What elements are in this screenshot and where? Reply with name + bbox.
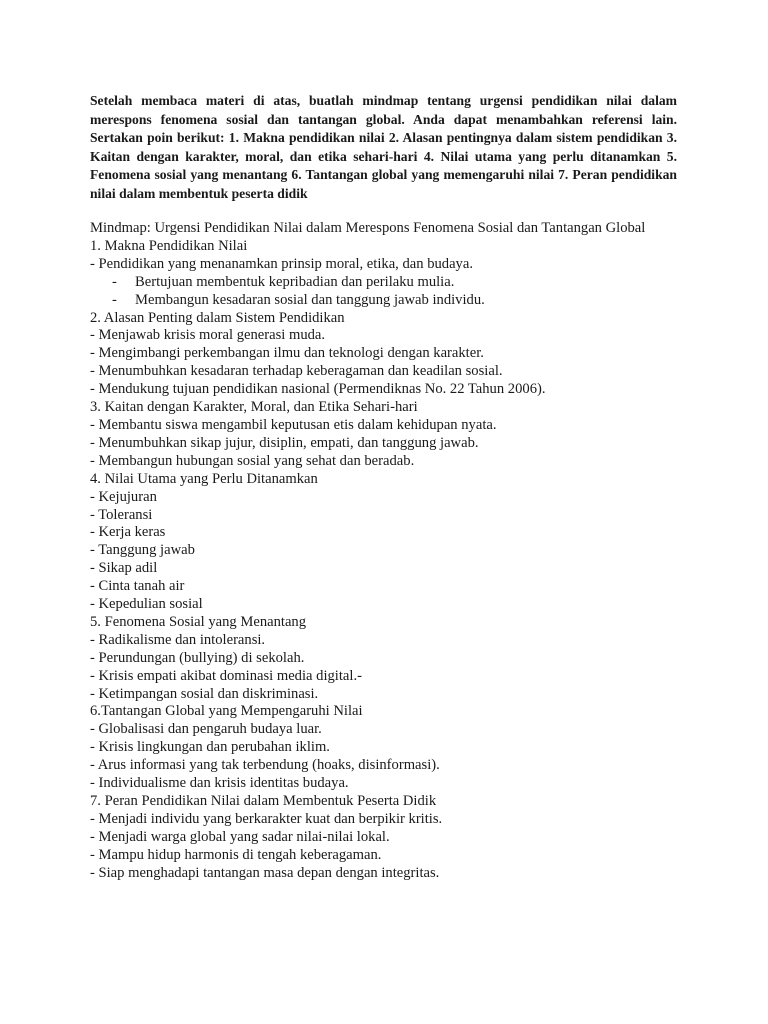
sub-list-item [90, 292, 677, 310]
list-item: - Pendidikan yang menanamkan prinsip moral, etika, dan budaya. [90, 255, 473, 272]
mindmap-answer [90, 220, 677, 883]
list-item: - Toleransi [90, 506, 153, 523]
list-item: - Membangun hubungan sosial yang sehat dan beradab. [90, 452, 415, 469]
list-item: - Globalisasi dan pengaruh budaya luar. [90, 721, 322, 738]
list-item: - Menumbuhkan sikap jujur, disiplin, empati, dan tanggung jawab. [90, 434, 479, 451]
section-heading: 1. Makna Pendidikan Nilai [90, 237, 248, 254]
list-item: - Tanggung jawab [90, 542, 195, 559]
list-item: - Sikap adil [90, 560, 158, 577]
list-item: - Ketimpangan sosial dan diskriminasi. [90, 685, 319, 702]
section-heading: 4. Nilai Utama yang Perlu Ditanamkan [90, 470, 318, 487]
list-item: - Membantu siswa mengambil keputusan etis dalam kehidupan nyata. [90, 416, 497, 433]
bullet-dash: - [112, 273, 117, 290]
list-item: - Krisis lingkungan dan perubahan iklim. [90, 739, 330, 756]
section-heading: 3. Kaitan dengan Karakter, Moral, dan Etika Sehari-hari [90, 399, 418, 416]
list-item: - Menumbuhkan kesadaran terhadap keberagaman dan keadilan sosial. [90, 363, 503, 380]
list-item: - Mendukung tujuan pendidikan nasional (Permendiknas No. 22 Tahun 2006). [90, 381, 546, 398]
list-item: - Menjawab krisis moral generasi muda. [90, 327, 326, 344]
list-item: - Kejujuran [90, 488, 157, 505]
bullet-dash: - [112, 291, 117, 308]
sub-list-item [90, 274, 677, 292]
list-item: - Krisis empati akibat dominasi media digital.- [90, 667, 362, 684]
section-heading: 5. Fenomena Sosial yang Menantang [90, 613, 307, 630]
sub-list-item-text: Membangun kesadaran sosial dan tanggung jawab individu. [135, 291, 485, 308]
list-item: - Siap menghadapi tantangan masa depan dengan integritas. [90, 864, 440, 881]
list-item: - Kerja keras [90, 524, 166, 541]
list-item: - Kepedulian sosial [90, 596, 203, 613]
list-item: - Arus informasi yang tak terbendung (hoaks, disinformasi). [90, 757, 440, 774]
sub-list-item-text: Bertujuan membentuk kepribadian dan perilaku mulia. [135, 273, 455, 290]
assignment-prompt: Setelah membaca materi di atas, buatlah mindmap tentang urgensi pendidikan nilai dalam merespons fenomena sosial dan tantangan global. Anda dapat menambahkan referensi lain. Sertakan poin berikut: 1. Makna pendidikan nilai 2. Alasan pentingnya dalam sistem pendidikan 3. Kaitan dengan karakter, moral, dan etika sehari-hari 4. Nilai utama yang perlu ditanamkan 5. Fenomena sosial yang menantang 6. Tantangan global yang memengaruhi nilai 7. Peran pendidikan nilai dalam membentuk peserta didik [90, 93, 677, 201]
section-heading: 2. Alasan Penting dalam Sistem Pendidikan [90, 309, 345, 326]
section-heading: 6.Tantangan Global yang Mempengaruhi Nilai [90, 703, 363, 720]
mindmap-title: Mindmap: Urgensi Pendidikan Nilai dalam Merespons Fenomena Sosial dan Tantangan Global [90, 220, 646, 236]
list-item: - Mampu hidup harmonis di tengah keberagaman. [90, 846, 382, 863]
document-page [90, 92, 677, 883]
list-item: - Perundungan (bullying) di sekolah. [90, 649, 305, 666]
list-item: - Individualisme dan krisis identitas budaya. [90, 775, 349, 792]
section-heading: 7. Peran Pendidikan Nilai dalam Membentuk Peserta Didik [90, 793, 437, 809]
list-item: - Mengimbangi perkembangan ilmu dan teknologi dengan karakter. [90, 345, 484, 362]
list-item: - Cinta tanah air [90, 578, 185, 595]
list-item: - Menjadi individu yang berkarakter kuat dan berpikir kritis. [90, 810, 443, 827]
list-item: - Menjadi warga global yang sadar nilai-nilai lokal. [90, 828, 390, 845]
list-item: - Radikalisme dan intoleransi. [90, 631, 266, 648]
